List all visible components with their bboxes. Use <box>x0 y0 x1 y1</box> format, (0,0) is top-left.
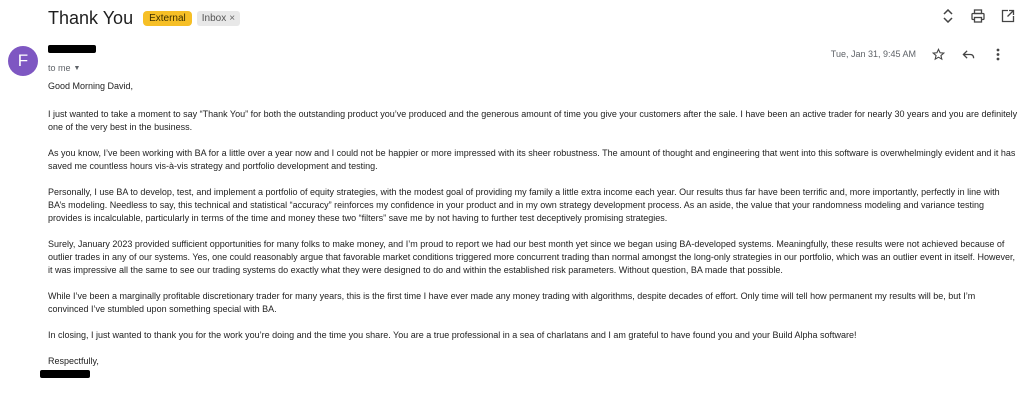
avatar-letter: F <box>17 51 29 70</box>
body-paragraph: In closing, I just wanted to thank you for the work you’re doing and the time you share. You are a true professional in a sea of charlatans and I am grateful to have found you and your Build Alpha software! <box>48 330 857 340</box>
email-date: Tue, Jan 31, 9:45 AM <box>830 49 916 59</box>
signature-redacted <box>40 370 90 378</box>
reply-icon[interactable] <box>960 46 976 62</box>
sender-avatar[interactable] <box>8 46 38 76</box>
body-paragraph: While I’ve been a marginally profitable discretionary trader for many years, this is the first time I have ever made any money trading with algorithms, despite decades of effort. Only time will tell how permanent my results will be, but I’m convinced I’ve stumbled upon something special with BA. <box>48 291 976 314</box>
more-vertical-icon[interactable] <box>990 46 1006 62</box>
email-subject: Thank You <box>48 7 134 28</box>
unfold-icon[interactable] <box>940 8 956 24</box>
body-paragraph: As you know, I’ve been working with BA for a little over a year now and I could not be happier or more impressed with its sheer robustness. The amount of thought and engineering that went into this software is overwhelmingly evident and it has saved me countless hours vis-à-vis strategy and portfolio development and testing. <box>48 148 1016 171</box>
message-meta <box>831 46 1006 62</box>
body-paragraph: I just wanted to take a moment to say “Thank You” for both the outstanding product you’ve produced and the generous amount of time you give your customers after the sale. I have been an active trader for nearly 30 years and you are definitely one of the very best in the business. <box>48 109 1018 132</box>
star-icon[interactable] <box>930 46 946 62</box>
top-actions <box>940 8 1016 24</box>
subject-row <box>48 6 240 30</box>
recipient-text: to me <box>48 63 71 73</box>
recipient-line[interactable] <box>48 63 80 73</box>
body-paragraph: Personally, I use BA to develop, test, and implement a portfolio of equity strategies, with the modest goal of providing my family a little extra income each year. Our results thus far have been terrific and, more importantly, perfectly in line with BA’s modeling. Needless to say, this technical and statistical “accuracy” reinforces my confidence in your product and in my own strategy development process. As an aside, the value that your randomness modeling and variance testing provides is incalculable, particularly in terms of the time and money these two “filters” save me by not having to further test deceptively promising strategies. <box>48 187 1000 223</box>
caret-down-icon[interactable]: ▼ <box>73 64 81 72</box>
print-icon[interactable] <box>970 8 986 24</box>
body-paragraph: Surely, January 2023 provided sufficient opportunities for many folks to make money, and I’m proud to report we had our best month yet since we began using BA-developed systems. Meaningfully, these results were not achieved because of outlier trades in any of our systems. Yes, one could reasonably argue that favorable market conditions triggered more concurrent trading than normal amongst the long-only strategies in our portfolio, which was an outlier event in itself. However, it was impressive all the same to see our trading systems do exactly what they were designed to do and within the established risk parameters. Without question, BA made that possible. <box>48 239 1016 275</box>
email-body <box>48 80 1018 378</box>
email-greeting: Good Morning David, <box>48 81 134 91</box>
inbox-label-text: Inbox <box>201 12 227 24</box>
email-closing: Respectfully, <box>48 356 99 366</box>
open-in-new-window-icon[interactable] <box>1000 8 1016 24</box>
external-label: External <box>143 11 192 26</box>
inbox-label <box>197 11 240 26</box>
remove-label-button[interactable]: × <box>229 12 236 24</box>
sender-name-redacted <box>48 45 96 53</box>
